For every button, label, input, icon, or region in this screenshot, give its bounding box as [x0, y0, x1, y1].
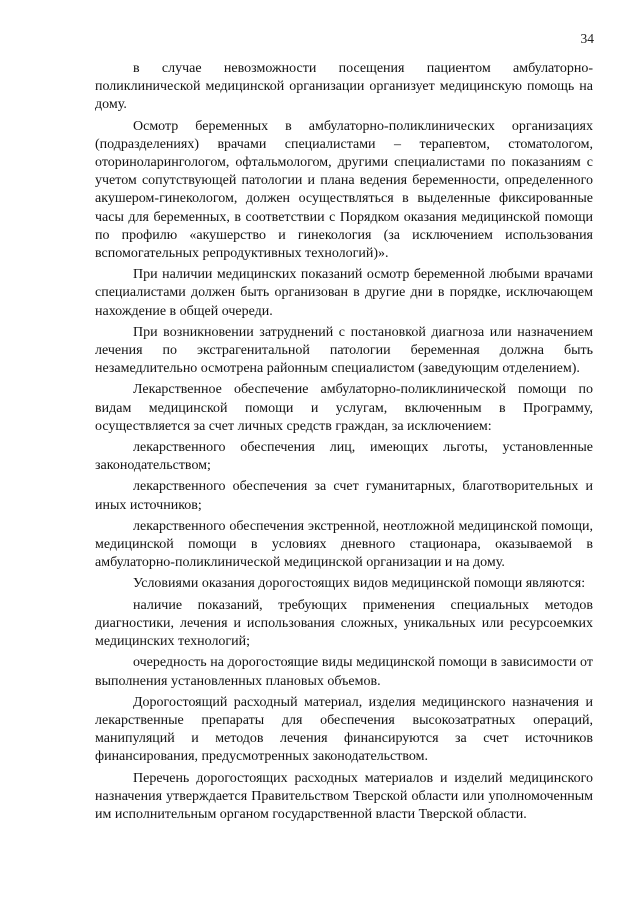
- list-item-emergency-care: лекарственного обеспечения экстренной, неотложной медицинской помощи, медицинской помощи в условиях дневного стационара, оказываемой в амбулаторно-поликлинической медицинской организации и на дому.: [95, 518, 593, 571]
- list-item-queue-order: очередность на дорогостоящие виды медицинской помощи в зависимости от выполнения установленных плановых объемов.: [95, 655, 593, 689]
- paragraph-materials-list-approval: Перечень дорогостоящих расходных материалов и изделий медицинского назначения утверждается Правительством Тверской области или уполномоченным им исполнительным органом государственной власти Тверской области.: [95, 770, 593, 822]
- list-item-special-methods: наличие показаний, требующих применения специальных методов диагностики, лечения и использования сложных, уникальных или ресурсоемких медицинских технологий;: [95, 597, 593, 650]
- paragraph-drug-provision: Лекарственное обеспечение амбулаторно-поликлинической помощи по видам медицинской помощи и услугам, включенным в Программу, осуществляется за счет личных средств граждан, за исключением:: [95, 382, 593, 434]
- page-number: 34: [580, 31, 594, 46]
- list-item-privileged-persons: лекарственного обеспечения лиц, имеющих льготы, установленные законодательством;: [95, 440, 593, 474]
- paragraph-expensive-materials-funding: Дорогостоящий расходный материал, изделия медицинского назначения и лекарственные препараты для обеспечения высокозатратных операций, манипуляций и методов лечения финансируются за счет источников финансирования, предусмотренных законодательством.: [95, 694, 593, 765]
- document-body: [95, 60, 593, 827]
- paragraph-diagnosis-difficulties: При возникновении затруднений с постановкой диагноза или назначением лечения по экстрагенитальной патологии беременная должна быть незамедлительно осмотрена районным специалистом (заведующим отделением).: [95, 324, 593, 377]
- paragraph-home-care: в случае невозможности посещения пациентом амбулаторно-поликлинической медицинской организации организует медицинскую помощь на дому.: [95, 61, 593, 113]
- paragraph-pregnant-examination: Осмотр беременных в амбулаторно-поликлинических организациях (подразделениях) врачами специалистами – терапевтом, стоматологом, оториноларингологом, офтальмологом, другими специалистами по показаниям с учетом сопутствующей патологии и плана ведения беременности, определенного акушером-гинекологом, должен осуществляться в выделенные фиксированные часы для беременных, в соответствии с Порядком оказания медицинской помощи по профилю «акушерство и гинекология (за исключением использования вспомогательных репродуктивных технологий)».: [95, 118, 593, 262]
- list-item-humanitarian-sources: лекарственного обеспечения за счет гуманитарных, благотворительных и иных источников;: [95, 479, 593, 513]
- paragraph-medical-indications: При наличии медицинских показаний осмотр беременной любыми врачами специалистами должен быть организован в другие дни в порядке, исключающем нахождение в общей очереди.: [95, 267, 593, 319]
- paragraph-expensive-care-conditions: Условиями оказания дорогостоящих видов медицинской помощи являются:: [133, 576, 586, 592]
